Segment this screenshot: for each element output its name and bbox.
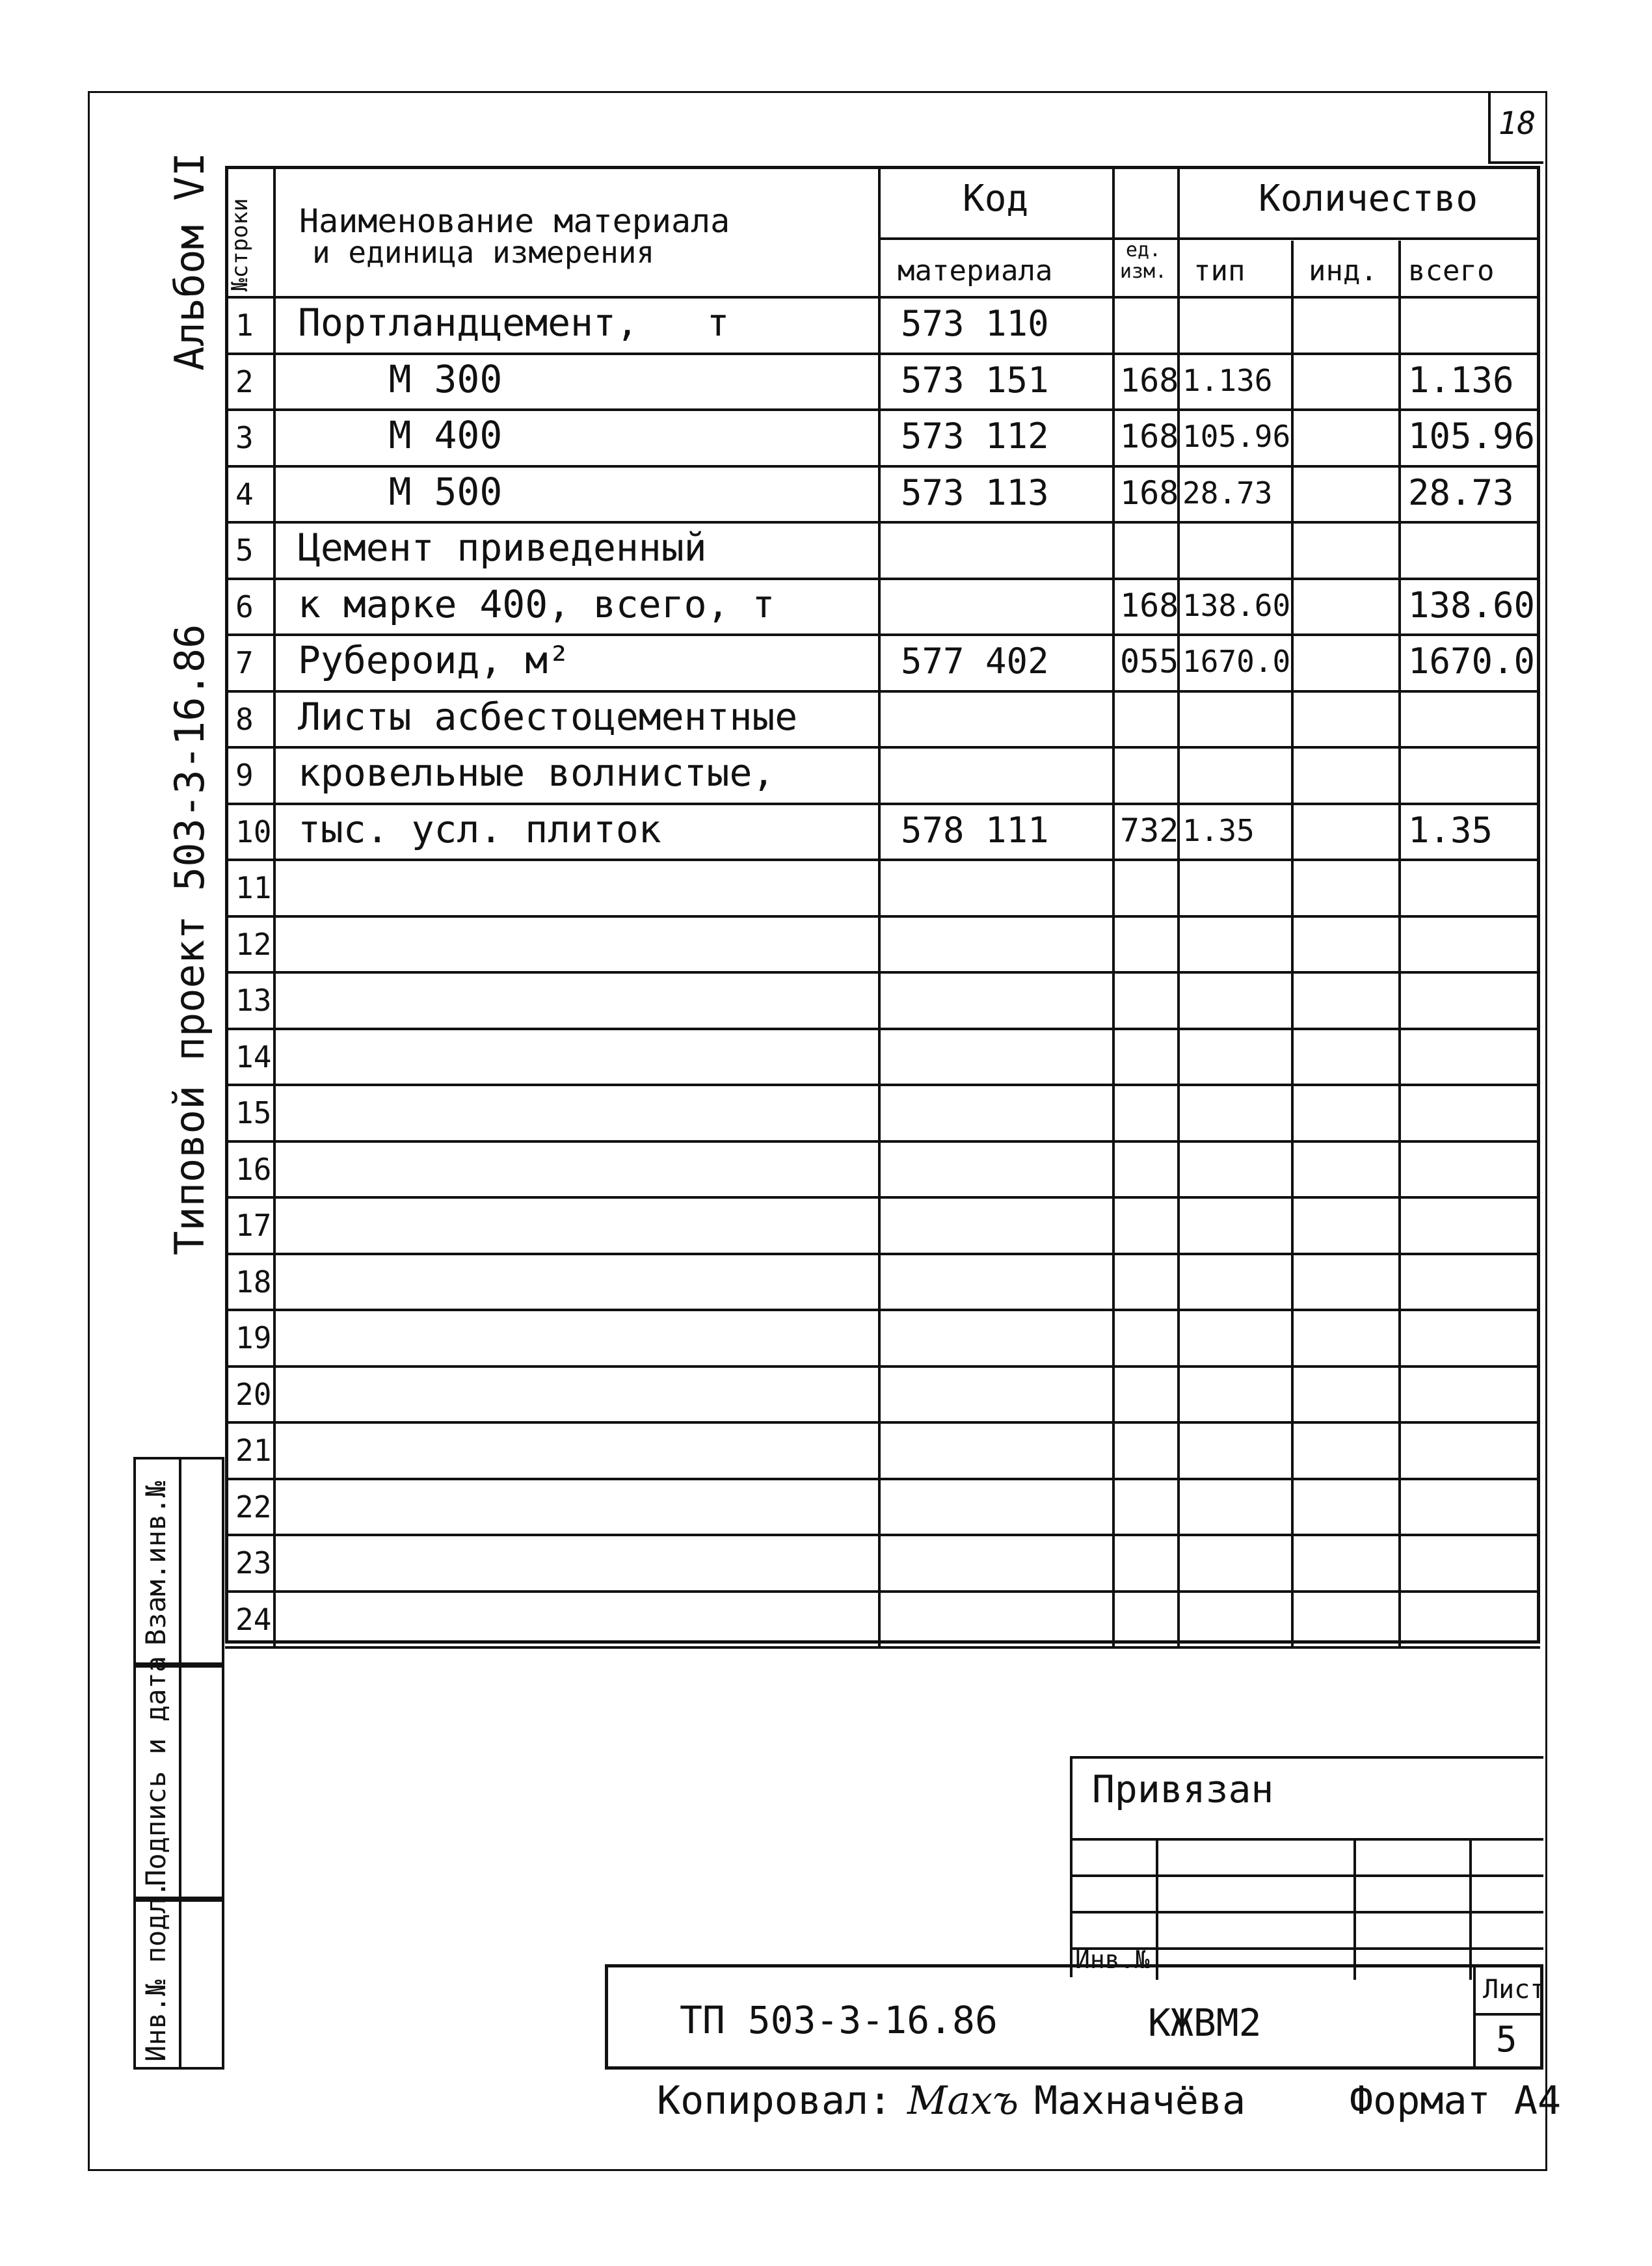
- header-quantity: Количество: [1259, 178, 1478, 220]
- row-name: кровельные волнистые,: [298, 751, 775, 795]
- row-line: [225, 803, 1540, 805]
- row-code: 578 111: [901, 809, 1049, 851]
- row-name: Рубероид, м²: [298, 638, 571, 682]
- row-number: 12: [235, 926, 272, 962]
- row-total: 138.60: [1408, 584, 1536, 626]
- num-col-line: [273, 166, 276, 1646]
- row-unit: 168: [1120, 586, 1179, 624]
- vzam-label: Взам.инв.№: [140, 1481, 172, 1646]
- row-line: [225, 859, 1540, 861]
- row-number: 11: [235, 870, 272, 905]
- row-total: 1670.0: [1408, 641, 1536, 682]
- row-number: 7: [235, 645, 254, 680]
- row-line: [225, 746, 1540, 749]
- row-number: 16: [235, 1151, 272, 1187]
- row-line: [225, 633, 1540, 636]
- row-number: 1: [235, 308, 254, 343]
- row-line: [225, 296, 1540, 299]
- row-number: 18: [235, 1264, 272, 1300]
- header-qty-total: всего: [1408, 254, 1495, 287]
- privyazan-stamp: [1070, 1756, 1543, 1977]
- type-col-line: [1291, 241, 1294, 1646]
- row-number: 20: [235, 1376, 272, 1412]
- row-unit: 168: [1120, 361, 1179, 399]
- row-line: [225, 1421, 1540, 1424]
- row-unit: 055: [1120, 643, 1179, 680]
- title-block: [605, 1964, 1546, 2070]
- row-total: 1.35: [1408, 809, 1493, 851]
- row-type: 105.96: [1182, 419, 1291, 454]
- row-line: [225, 408, 1540, 411]
- title-project: ТП 503-3-16.86: [680, 1998, 998, 2042]
- sheet-label: Лист: [1483, 1975, 1546, 2005]
- album-label: Альбом VI: [166, 152, 213, 371]
- row-number: 21: [235, 1433, 272, 1468]
- row-total: 105.96: [1408, 416, 1536, 457]
- project-label: Типовой проект 503-3-16.86: [166, 624, 213, 1255]
- row-code: 573 112: [901, 416, 1049, 457]
- row-type: 138.60: [1182, 587, 1291, 623]
- row-line: [225, 1309, 1540, 1311]
- row-unit: 168: [1120, 473, 1179, 512]
- row-name: Портландцемент, т: [298, 300, 730, 345]
- row-total: 1.136: [1408, 359, 1514, 401]
- row-total: 28.73: [1408, 472, 1514, 513]
- row-unit: 732: [1120, 811, 1179, 849]
- row-code: 573 113: [901, 472, 1049, 513]
- row-number: 5: [235, 533, 254, 568]
- header-name-line2: и единица измерения: [312, 235, 655, 270]
- header-code: Код: [963, 178, 1029, 220]
- side-box-divider: [179, 1457, 181, 2070]
- row-number: 19: [235, 1320, 272, 1355]
- header-subline: [878, 237, 1540, 240]
- row-line: [225, 1534, 1540, 1536]
- row-number: 22: [235, 1489, 272, 1525]
- row-line: [225, 1028, 1540, 1030]
- sheet-value: 5: [1496, 2019, 1517, 2060]
- row-line: [225, 1084, 1540, 1086]
- header-qty-ind: инд.: [1309, 254, 1378, 287]
- row-name: Цемент приведенный: [298, 526, 707, 570]
- row-number: 13: [235, 983, 272, 1018]
- row-number: 23: [235, 1545, 272, 1580]
- row-type: 1670.0: [1182, 644, 1291, 679]
- inv-label: Инв.№ подл.: [140, 1880, 172, 2062]
- row-line: [225, 971, 1540, 974]
- row-name: тыс. усл. плиток: [298, 806, 661, 851]
- row-type: 1.35: [1182, 812, 1255, 848]
- signature: Махъ: [907, 2078, 1019, 2124]
- row-code: 577 402: [901, 641, 1049, 682]
- row-number: 3: [235, 420, 254, 455]
- header-unit: ед. изм.: [1119, 239, 1167, 283]
- row-code: 573 151: [901, 359, 1049, 401]
- row-name: к марке 400, всего, т: [298, 581, 775, 626]
- row-line: [225, 465, 1540, 468]
- row-line: [225, 1478, 1540, 1480]
- title-code: КЖВМ2: [1148, 2001, 1262, 2045]
- row-line: [225, 1590, 1540, 1593]
- copier-name: Махначёва: [1034, 2078, 1246, 2124]
- header-qty-type: тип: [1193, 254, 1246, 287]
- code-col-line: [1112, 166, 1115, 1646]
- row-number: 15: [235, 1095, 272, 1130]
- row-type: 1.136: [1182, 362, 1273, 398]
- row-number: 4: [235, 476, 254, 512]
- row-line: [225, 521, 1540, 524]
- sheet-number: 18: [1488, 91, 1543, 164]
- row-line: [225, 353, 1540, 355]
- row-number: 17: [235, 1208, 272, 1243]
- row-name: Листы асбестоцементные: [298, 694, 798, 739]
- row-number: 6: [235, 589, 254, 624]
- row-line: [225, 1646, 1540, 1649]
- row-number: 14: [235, 1039, 272, 1074]
- row-number: 24: [235, 1601, 272, 1637]
- row-number: 9: [235, 758, 254, 793]
- row-line: [225, 1140, 1540, 1143]
- row-line: [225, 1365, 1540, 1368]
- row-line: [225, 1196, 1540, 1199]
- header-code-material: материала: [898, 254, 1053, 287]
- name-col-line: [878, 166, 881, 1646]
- row-number: 2: [235, 364, 254, 399]
- privyazan-label: Привязан: [1092, 1767, 1274, 1811]
- row-number: 10: [235, 814, 272, 849]
- row-name: М 500: [298, 469, 503, 514]
- row-line: [225, 1253, 1540, 1255]
- inv-no-label: Инв.№: [1075, 1945, 1150, 1974]
- row-type: 28.73: [1182, 475, 1273, 511]
- header-name: Наименование материала: [299, 202, 730, 240]
- row-line: [225, 690, 1540, 693]
- podpis-label: Подпись и дата: [140, 1655, 172, 1886]
- row-code: 573 110: [901, 303, 1049, 344]
- header-row-num: №строки: [227, 198, 253, 291]
- row-unit: 168: [1120, 418, 1179, 455]
- copied-label: Копировал:: [657, 2078, 892, 2124]
- ind-col-line: [1398, 241, 1401, 1646]
- row-number: 8: [235, 701, 254, 737]
- row-line: [225, 578, 1540, 580]
- row-name: М 300: [298, 356, 503, 401]
- format-label: Формат А4: [1350, 2078, 1562, 2124]
- row-name: М 400: [298, 413, 503, 457]
- row-line: [225, 915, 1540, 918]
